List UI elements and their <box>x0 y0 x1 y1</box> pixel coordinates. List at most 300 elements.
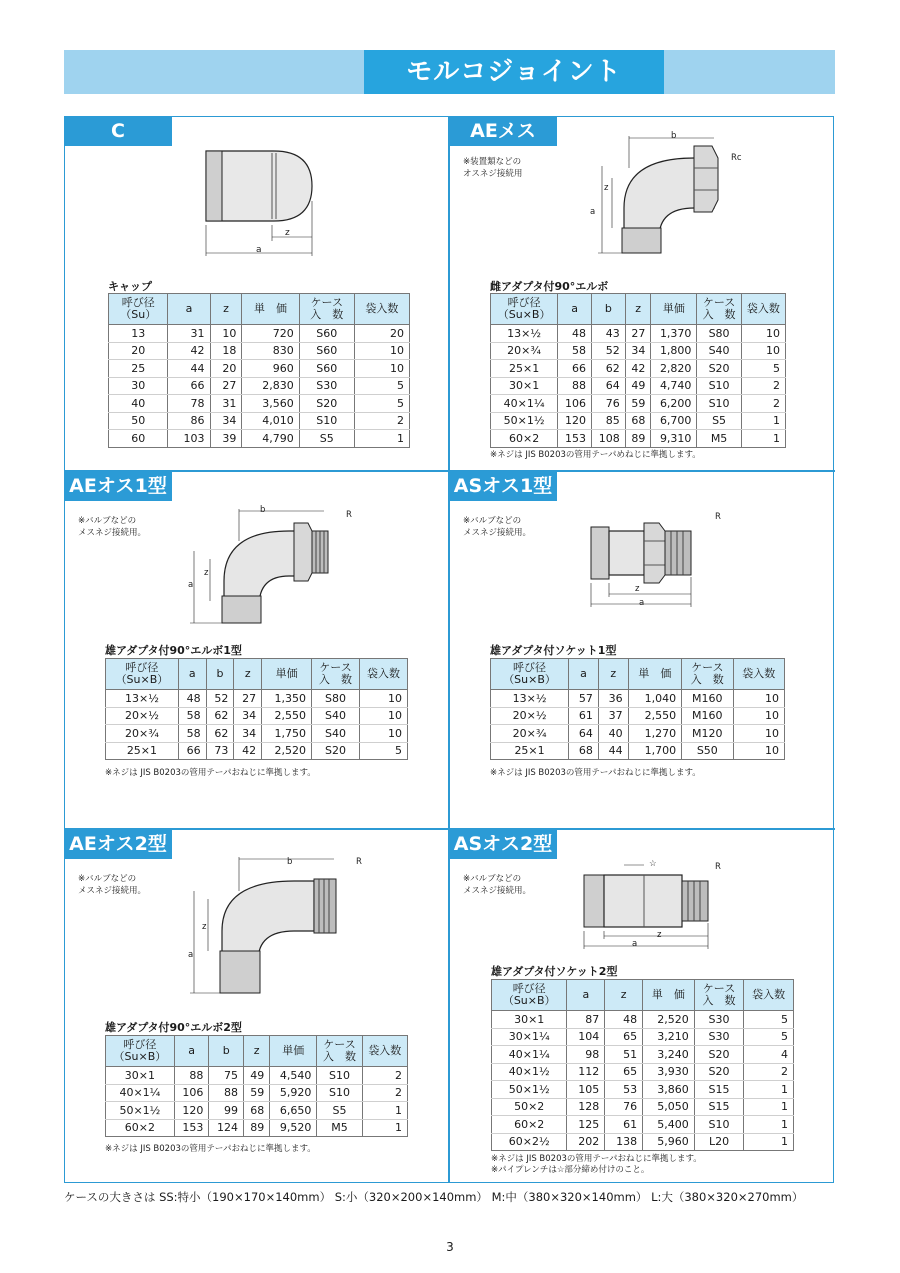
table-cell: 52 <box>592 342 626 360</box>
table-cell: 75 <box>209 1067 244 1085</box>
dim-z: z <box>635 584 640 594</box>
table-cell: 66 <box>558 360 592 378</box>
section-caption: 雌アダプタ付90°エルボ <box>490 280 609 293</box>
table-cell: 1 <box>741 430 785 448</box>
table-header-row <box>106 659 408 690</box>
table-cell: 39 <box>210 430 242 448</box>
table-cell: 1,350 <box>262 690 312 708</box>
column-header: a <box>567 980 605 1011</box>
table-cell: 4,740 <box>651 377 697 395</box>
table-cell: 30×1 <box>106 1067 175 1085</box>
table-cell: 5 <box>744 1011 794 1029</box>
table-cell: 40×1¼ <box>492 1046 567 1064</box>
column-header: z <box>210 294 242 325</box>
dim-z: z <box>204 568 209 578</box>
section-caption: 雄アダプタ付ソケット1型 <box>490 644 617 657</box>
table-cell: 6,200 <box>651 395 697 413</box>
table-row <box>492 1063 794 1081</box>
table-header-row <box>492 980 794 1011</box>
usage-note: ※装置類などの オスネジ接続用 <box>463 157 523 179</box>
table-cell: 20×½ <box>106 707 179 725</box>
table-cell: 53 <box>605 1081 643 1099</box>
table-cell: 13 <box>109 325 168 343</box>
table-cell: 124 <box>209 1119 244 1137</box>
table-header-row <box>491 659 785 690</box>
column-header: 単 価 <box>242 294 299 325</box>
table-cell: S10 <box>697 377 741 395</box>
cap-drawing <box>194 141 324 261</box>
table-cell: 66 <box>168 377 210 395</box>
dim-z: z <box>657 930 662 940</box>
table-cell: S10 <box>697 395 741 413</box>
table-cell: 58 <box>178 707 206 725</box>
table-cell: 48 <box>558 325 592 343</box>
table-cell: S5 <box>317 1102 362 1120</box>
column-header: 呼び径 （Su×B） <box>491 294 558 325</box>
column-header: 袋入数 <box>354 294 409 325</box>
column-header: ケース 入 数 <box>317 1036 362 1067</box>
table-cell: M5 <box>697 430 741 448</box>
table-cell: 42 <box>234 742 262 760</box>
table-cell: 10 <box>733 725 784 743</box>
table-cell: 36 <box>598 690 628 708</box>
table-row <box>492 1046 794 1064</box>
price-table <box>490 658 785 760</box>
dim-a: a <box>256 245 262 255</box>
column-header: b <box>206 659 234 690</box>
table-cell: 1,040 <box>628 690 681 708</box>
table-cell: 30×1 <box>491 377 558 395</box>
column-header: 単価 <box>651 294 697 325</box>
table-row <box>491 412 786 430</box>
table-row <box>106 707 408 725</box>
table-cell: 57 <box>569 690 599 708</box>
table-cell: 5,400 <box>643 1116 695 1134</box>
column-header: ケース 入 数 <box>312 659 360 690</box>
table-cell: S20 <box>694 1063 744 1081</box>
usage-note: ※バルブなどの メスネジ接続用。 <box>463 874 532 896</box>
table-row <box>109 360 410 378</box>
table-cell: 64 <box>592 377 626 395</box>
table-cell: 62 <box>592 360 626 378</box>
table-cell: 4,540 <box>270 1067 317 1085</box>
table-cell: 60×2 <box>106 1119 175 1137</box>
table-cell: 76 <box>605 1098 643 1116</box>
table-cell: 2 <box>744 1063 794 1081</box>
table-cell: 9,520 <box>270 1119 317 1137</box>
table-cell: 2,550 <box>628 707 681 725</box>
table-cell: 20 <box>210 360 242 378</box>
table-row <box>491 377 786 395</box>
table-cell: 1 <box>744 1133 794 1151</box>
table-row <box>109 412 410 430</box>
table-cell: 10 <box>354 360 409 378</box>
table-cell: 3,210 <box>643 1028 695 1046</box>
table-cell: 30 <box>109 377 168 395</box>
table-cell: S30 <box>694 1011 744 1029</box>
column-header: ケース 入 数 <box>697 294 741 325</box>
table-cell: 2,520 <box>643 1011 695 1029</box>
table-cell: 10 <box>210 325 242 343</box>
table-cell: 43 <box>592 325 626 343</box>
column-header: z <box>605 980 643 1011</box>
male-socket-1-drawing <box>579 511 719 611</box>
table-cell: 42 <box>625 360 651 378</box>
table-cell: 960 <box>242 360 299 378</box>
column-header: a <box>558 294 592 325</box>
dim-r: R <box>356 857 362 867</box>
table-cell: 68 <box>625 412 651 430</box>
table-cell: 2,820 <box>651 360 697 378</box>
table-row <box>106 1102 408 1120</box>
table-cell: S30 <box>299 377 354 395</box>
table-cell: 2,520 <box>262 742 312 760</box>
column-header: a <box>569 659 599 690</box>
column-header: 単価 <box>270 1036 317 1067</box>
column-header: ケース 入 数 <box>682 659 733 690</box>
table-cell: 3,560 <box>242 395 299 413</box>
column-header: 袋入数 <box>362 1036 407 1067</box>
column-header: 呼び径 （Su×B） <box>491 659 569 690</box>
table-cell: 58 <box>178 725 206 743</box>
table-cell: 1 <box>744 1081 794 1099</box>
table-cell: 52 <box>206 690 234 708</box>
dim-b: b <box>671 131 677 141</box>
table-cell: 10 <box>733 690 784 708</box>
table-cell: 13×½ <box>106 690 179 708</box>
table-cell: S80 <box>312 690 360 708</box>
table-cell: 1 <box>362 1119 407 1137</box>
table-cell: 1,800 <box>651 342 697 360</box>
table-cell: 34 <box>234 707 262 725</box>
table-cell: 125 <box>567 1116 605 1134</box>
column-header: a <box>168 294 210 325</box>
table-cell: 3,240 <box>643 1046 695 1064</box>
column-header: 単 価 <box>628 659 681 690</box>
table-cell: 50 <box>109 412 168 430</box>
table-cell: S40 <box>697 342 741 360</box>
column-header: z <box>234 659 262 690</box>
table-cell: S10 <box>317 1067 362 1085</box>
table-cell: M160 <box>682 690 733 708</box>
usage-note: ※バルブなどの メスネジ接続用。 <box>78 516 147 538</box>
table-cell: 62 <box>206 707 234 725</box>
table-row <box>106 742 408 760</box>
dim-b: b <box>260 505 266 515</box>
table-cell: 98 <box>567 1046 605 1064</box>
table-cell: 112 <box>567 1063 605 1081</box>
dim-r: R <box>346 510 352 520</box>
case-size-footer: ケースの大きさは SS:特小（190×170×140mm） S:小（320×200×140mm） M:中（380×320×140mm） L:大（380×320×270mm） <box>64 1190 804 1204</box>
table-cell: 1 <box>744 1098 794 1116</box>
table-cell: 10 <box>733 707 784 725</box>
table-cell: 50×1½ <box>491 412 558 430</box>
column-header: ケース 入 数 <box>299 294 354 325</box>
table-cell: S10 <box>299 412 354 430</box>
column-header: z <box>598 659 628 690</box>
table-cell: 50×1½ <box>106 1102 175 1120</box>
table-cell: 10 <box>359 725 407 743</box>
price-table <box>108 293 410 448</box>
table-cell: S20 <box>697 360 741 378</box>
table-cell: 1 <box>741 412 785 430</box>
table-cell: 120 <box>174 1102 209 1120</box>
table-cell: 105 <box>567 1081 605 1099</box>
table-cell: M5 <box>317 1119 362 1137</box>
table-row <box>491 430 786 448</box>
table-cell: 88 <box>209 1084 244 1102</box>
section-ae-osu-2 <box>64 829 448 1183</box>
table-cell: 2 <box>362 1067 407 1085</box>
table-row <box>492 1081 794 1099</box>
table-cell: S80 <box>697 325 741 343</box>
column-header: 袋入数 <box>359 659 407 690</box>
table-row <box>109 377 410 395</box>
table-cell: 2 <box>362 1084 407 1102</box>
table-cell: 830 <box>242 342 299 360</box>
column-header: 呼び径 （Su×B） <box>106 659 179 690</box>
table-cell: 20 <box>354 325 409 343</box>
table-cell: 27 <box>210 377 242 395</box>
table-row <box>109 395 410 413</box>
table-cell: 30×1¼ <box>492 1028 567 1046</box>
table-row <box>106 1067 408 1085</box>
section-c <box>64 116 448 470</box>
table-cell: 128 <box>567 1098 605 1116</box>
table-cell: 2,830 <box>242 377 299 395</box>
table-cell: 153 <box>558 430 592 448</box>
table-row <box>109 342 410 360</box>
table-cell: 25 <box>109 360 168 378</box>
column-header: z <box>243 1036 269 1067</box>
table-row <box>492 1011 794 1029</box>
table-row <box>491 725 785 743</box>
table-cell: 60×2 <box>491 430 558 448</box>
table-cell: 40×1¼ <box>106 1084 175 1102</box>
table-cell: 138 <box>605 1133 643 1151</box>
table-cell: 88 <box>174 1067 209 1085</box>
table-cell: 4,010 <box>242 412 299 430</box>
table-cell: 51 <box>605 1046 643 1064</box>
table-cell: 40×1½ <box>492 1063 567 1081</box>
table-cell: 30×1 <box>492 1011 567 1029</box>
table-cell: 120 <box>558 412 592 430</box>
table-row <box>491 690 785 708</box>
table-cell: S50 <box>682 742 733 760</box>
table-cell: S15 <box>694 1081 744 1099</box>
title-banner <box>64 50 835 94</box>
table-cell: S5 <box>697 412 741 430</box>
table-cell: 50×2 <box>492 1098 567 1116</box>
table-cell: 10 <box>733 742 784 760</box>
table-row <box>492 1133 794 1151</box>
table-cell: 5 <box>354 377 409 395</box>
price-table <box>105 658 408 760</box>
column-header: 袋入数 <box>741 294 785 325</box>
table-cell: 5 <box>359 742 407 760</box>
table-cell: 34 <box>210 412 242 430</box>
table-cell: S15 <box>694 1098 744 1116</box>
section-title: AEオス2型 <box>64 829 172 859</box>
table-cell: 20×¾ <box>106 725 179 743</box>
section-title: AEメス <box>449 116 557 146</box>
table-cell: 103 <box>168 430 210 448</box>
table-cell: 40×1¼ <box>491 395 558 413</box>
table-cell: 5 <box>741 360 785 378</box>
table-cell: 31 <box>168 325 210 343</box>
male-elbow-1-drawing <box>184 501 354 631</box>
column-header: z <box>625 294 651 325</box>
table-row <box>106 1119 408 1137</box>
table-cell: 3,860 <box>643 1081 695 1099</box>
table-cell: 48 <box>605 1011 643 1029</box>
dim-b: b <box>287 857 293 867</box>
table-cell: 25×1 <box>491 742 569 760</box>
column-header: 呼び径 （Su×B） <box>106 1036 175 1067</box>
table-cell: 6,650 <box>270 1102 317 1120</box>
table-cell: 6,700 <box>651 412 697 430</box>
table-cell: 18 <box>210 342 242 360</box>
dim-a: a <box>632 939 638 949</box>
section-title: AEオス1型 <box>64 471 172 501</box>
table-cell: 10 <box>741 325 785 343</box>
table-row <box>106 725 408 743</box>
table-cell: 13×½ <box>491 690 569 708</box>
section-title: ASオス2型 <box>449 829 557 859</box>
table-cell: 5,960 <box>643 1133 695 1151</box>
table-cell: 20 <box>109 342 168 360</box>
column-header: b <box>209 1036 244 1067</box>
table-row <box>109 430 410 448</box>
table-cell: 78 <box>168 395 210 413</box>
table-cell: 58 <box>558 342 592 360</box>
table-cell: 49 <box>625 377 651 395</box>
table-cell: 20×¾ <box>491 342 558 360</box>
table-header-row <box>106 1036 408 1067</box>
table-cell: 88 <box>558 377 592 395</box>
table-cell: 202 <box>567 1133 605 1151</box>
table-cell: 48 <box>178 690 206 708</box>
table-cell: 64 <box>569 725 599 743</box>
price-table <box>105 1035 408 1137</box>
table-row <box>106 690 408 708</box>
table-cell: 1,370 <box>651 325 697 343</box>
table-cell: 20×¾ <box>491 725 569 743</box>
usage-note: ※バルブなどの メスネジ接続用。 <box>463 516 532 538</box>
table-cell: 2 <box>741 377 785 395</box>
table-cell: 60×2 <box>492 1116 567 1134</box>
page-number: 3 <box>446 1240 454 1254</box>
table-row <box>491 360 786 378</box>
section-caption: 雄アダプタ付90°エルボ2型 <box>105 1021 242 1034</box>
table-cell: 1 <box>354 430 409 448</box>
table-cell: 10 <box>359 690 407 708</box>
table-cell: 13×½ <box>491 325 558 343</box>
table-cell: 86 <box>168 412 210 430</box>
dim-a: a <box>590 207 596 217</box>
table-cell: 99 <box>209 1102 244 1120</box>
table-cell: 104 <box>567 1028 605 1046</box>
table-cell: M120 <box>682 725 733 743</box>
table-cell: 65 <box>605 1028 643 1046</box>
table-cell: 73 <box>206 742 234 760</box>
table-cell: 27 <box>234 690 262 708</box>
dim-z: z <box>202 922 207 932</box>
table-cell: 20×½ <box>491 707 569 725</box>
thread-footnote: ※ネジは JIS B0203の管用テーパおねじに準拠します。 <box>490 768 701 778</box>
male-elbow-2-drawing <box>184 851 354 1001</box>
table-cell: S40 <box>312 725 360 743</box>
table-cell: 68 <box>243 1102 269 1120</box>
table-cell: 31 <box>210 395 242 413</box>
table-cell: 2 <box>354 412 409 430</box>
table-cell: 61 <box>569 707 599 725</box>
table-cell: 2 <box>741 395 785 413</box>
thread-footnote: ※ネジは JIS B0203の管用テーパおねじに準拠します。 <box>491 1154 702 1164</box>
dim-rc: Rc <box>731 153 742 163</box>
dim-z: z <box>604 183 609 193</box>
table-cell: 27 <box>625 325 651 343</box>
male-socket-2-drawing <box>574 857 724 957</box>
table-cell: 25×1 <box>106 742 179 760</box>
section-ae-osu-1 <box>64 471 448 828</box>
table-row <box>106 1084 408 1102</box>
column-header: 袋入数 <box>733 659 784 690</box>
table-cell: 40 <box>598 725 628 743</box>
table-cell: 62 <box>206 725 234 743</box>
table-cell: 60×2½ <box>492 1133 567 1151</box>
table-cell: 42 <box>168 342 210 360</box>
column-header: a <box>178 659 206 690</box>
column-header: b <box>592 294 626 325</box>
table-row <box>491 707 785 725</box>
dim-z: z <box>285 228 290 238</box>
table-row <box>492 1028 794 1046</box>
page-title: モルコジョイント <box>364 50 664 94</box>
thread-footnote: ※ネジは JIS B0203の管用テーパめねじに準拠します。 <box>490 450 701 460</box>
table-cell: 10 <box>354 342 409 360</box>
table-cell: 50×1½ <box>492 1081 567 1099</box>
dim-a: a <box>188 950 194 960</box>
table-row <box>109 325 410 343</box>
table-cell: 87 <box>567 1011 605 1029</box>
table-cell: 4,790 <box>242 430 299 448</box>
column-header: a <box>174 1036 209 1067</box>
table-cell: 2,550 <box>262 707 312 725</box>
star-mark: ☆ <box>649 859 657 869</box>
dim-r: R <box>715 512 721 522</box>
table-cell: 153 <box>174 1119 209 1137</box>
section-title: ASオス1型 <box>449 471 557 501</box>
dim-a: a <box>639 598 645 608</box>
table-cell: 85 <box>592 412 626 430</box>
column-header: 単価 <box>262 659 312 690</box>
table-cell: 108 <box>592 430 626 448</box>
price-table <box>491 979 794 1151</box>
section-title: C <box>64 116 172 146</box>
section-caption: キャップ <box>108 280 152 293</box>
thread-footnote: ※ネジは JIS B0203の管用テーパおねじに準拠します。 <box>105 768 316 778</box>
section-ae-mesu <box>449 116 834 470</box>
table-cell: 106 <box>174 1084 209 1102</box>
column-header: 袋入数 <box>744 980 794 1011</box>
table-cell: 59 <box>625 395 651 413</box>
table-row <box>492 1116 794 1134</box>
table-cell: 65 <box>605 1063 643 1081</box>
table-cell: 720 <box>242 325 299 343</box>
table-cell: 1,270 <box>628 725 681 743</box>
table-row <box>491 342 786 360</box>
